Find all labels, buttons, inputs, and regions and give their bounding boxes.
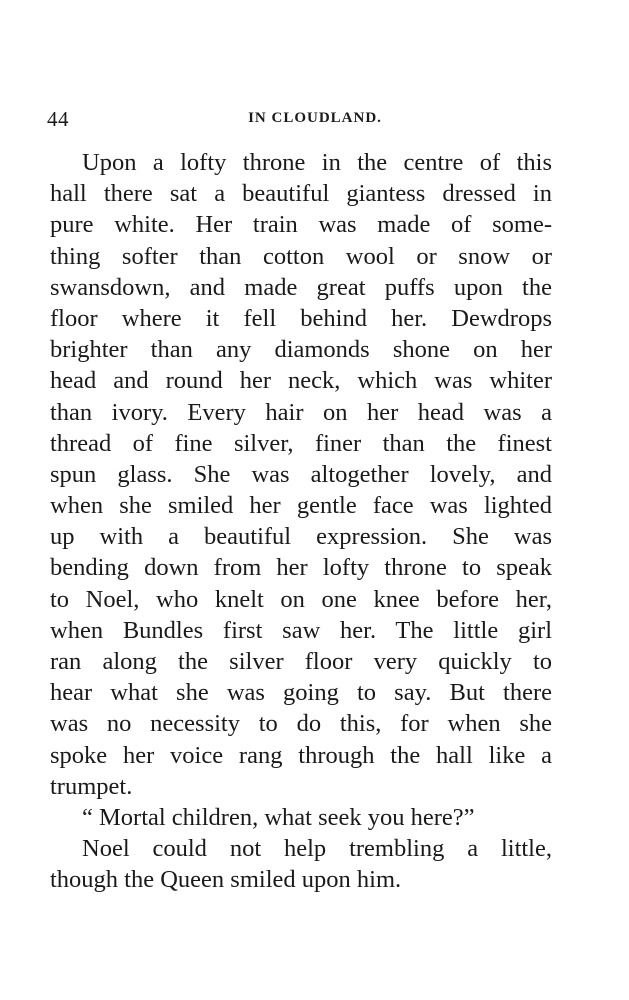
- text-line: was no necessity to do this, for when she: [50, 710, 552, 738]
- text-line: spun glass. She was altogether lovely, and: [50, 460, 552, 488]
- text-line: brighter than any diamonds shone on her: [50, 336, 552, 364]
- running-title: IN CLOUDLAND.: [248, 110, 382, 126]
- text-line: spoke her voice rang through the hall like a: [50, 741, 552, 769]
- text-line: thing softer than cotton wool or snow or: [50, 242, 552, 270]
- text-line: hall there sat a beautiful giantess dressed in: [50, 180, 552, 208]
- page-number: 44: [47, 107, 69, 131]
- text-line: than ivory. Every hair on her head was a: [50, 398, 552, 426]
- text-line: to Noel, who knelt on one knee before her,: [50, 585, 552, 613]
- text-line: thread of fine silver, finer than the finest: [50, 429, 552, 457]
- text-line: bending down from her lofty throne to speak: [50, 554, 552, 582]
- text-line: floor where it fell behind her. Dewdrops: [50, 304, 552, 332]
- text-line: head and round her neck, which was whiter: [50, 367, 552, 395]
- text-line: when she smiled her gentle face was lighted: [50, 492, 552, 520]
- text-line: ran along the silver floor very quickly to: [50, 648, 552, 675]
- text-line: Noel could not help trembling a little,: [82, 835, 552, 863]
- text-line: Upon a lofty throne in the centre of this: [82, 149, 552, 176]
- running-head: [47, 107, 561, 131]
- text-line: though the Queen smiled upon him.: [50, 866, 402, 894]
- text-line-dialogue: “ Mortal children, what seek you here?”: [82, 803, 475, 831]
- text-line: when Bundles first saw her. The little girl: [50, 616, 552, 644]
- text-line: pure white. Her train was made of some-: [50, 211, 552, 239]
- text-line: up with a beautiful expression. She was: [50, 523, 552, 551]
- text-line: hear what she was going to say. But there: [50, 679, 552, 707]
- body-text: [50, 147, 552, 896]
- text-line: swansdown, and made great puffs upon the: [50, 273, 552, 301]
- text-line: trumpet.: [50, 772, 133, 800]
